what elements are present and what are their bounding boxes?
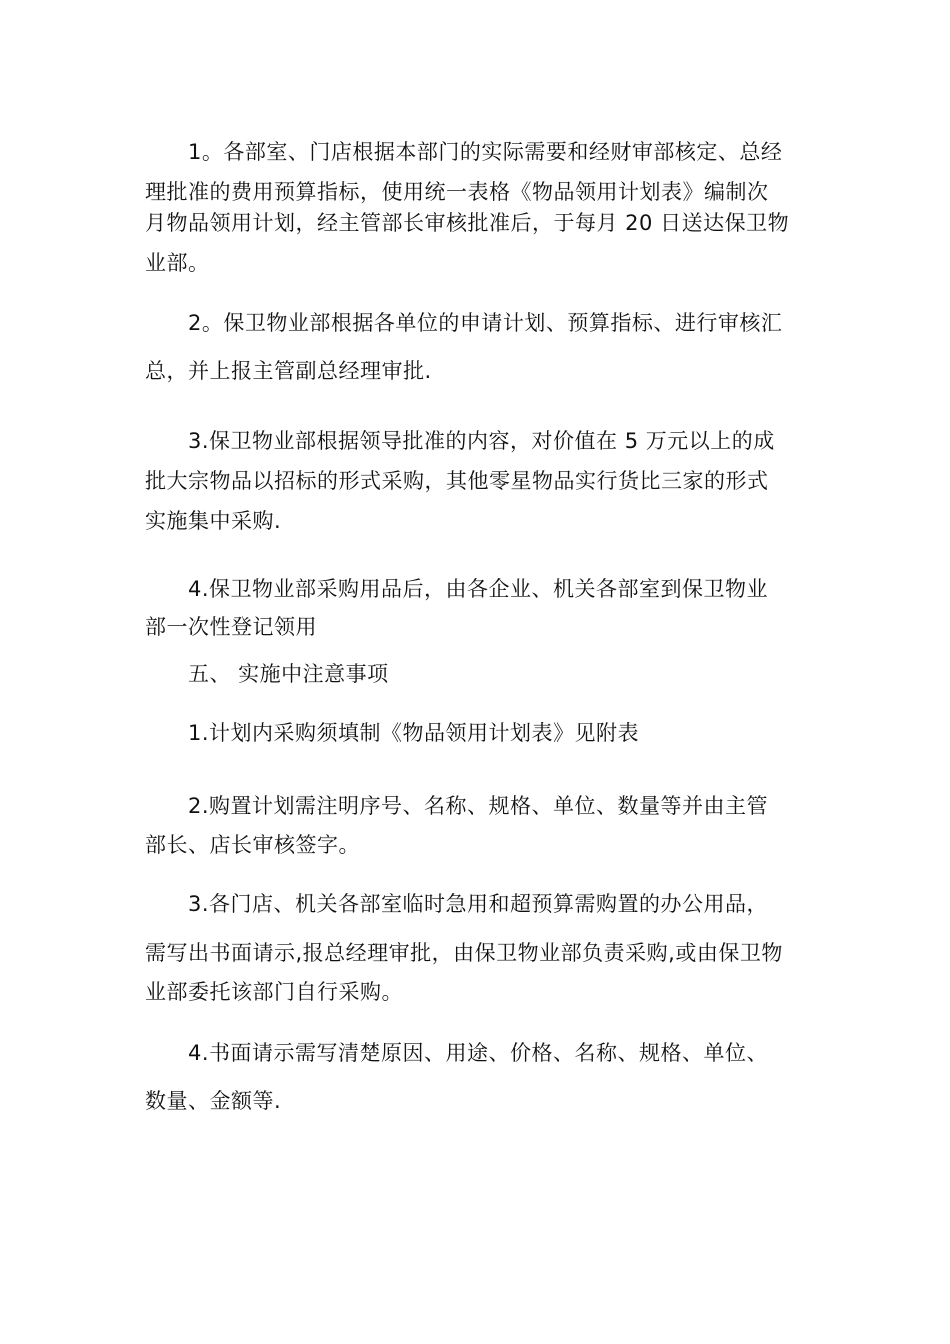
section-heading: 五、 实施中注意事项	[188, 662, 389, 686]
item-2-line-1: 2。保卫物业部根据各单位的申请计划、预算指标、进行审核汇	[188, 311, 783, 335]
note-2-line-1: 2.购置计划需注明序号、名称、规格、单位、数量等并由主管	[188, 794, 769, 818]
note-1-line-1: 1.计划内采购须填制《物品领用计划表》见附表	[188, 721, 640, 745]
item-3-line-1: 3.保卫物业部根据领导批准的内容，对价值在 5 万元以上的成	[188, 429, 775, 453]
note-4-line-2: 数量、金额等.	[145, 1089, 282, 1113]
item-1-line-2: 理批准的费用预算指标，使用统一表格《物品领用计划表》编制次	[145, 180, 769, 204]
item-3-line-2: 批大宗物品以招标的形式采购，其他零星物品实行货比三家的形式	[145, 469, 769, 493]
item-4-line-2: 部一次性登记领用	[145, 615, 317, 639]
note-3-line-3: 业部委托该部门自行采购。	[145, 980, 403, 1004]
item-2-line-2: 总，并上报主管副总经理审批.	[145, 359, 432, 383]
item-1-line-4: 业部。	[145, 251, 210, 275]
item-3-line-3: 实施集中采购.	[145, 509, 282, 533]
item-1-line-3: 月物品领用计划，经主管部长审核批准后，于每月 20 日送达保卫物	[145, 211, 790, 235]
note-4-line-1: 4.书面请示需写清楚原因、用途、价格、名称、规格、单位、	[188, 1041, 769, 1065]
item-1-line-1: 1。各部室、门店根据本部门的实际需要和经财审部核定、总经	[188, 140, 783, 164]
note-2-line-2: 部长、店长审核签字。	[145, 833, 360, 857]
note-3-line-2: 需写出书面请示,报总经理审批，由保卫物业部负责采购,或由保卫物	[145, 941, 783, 965]
item-4-line-1: 4.保卫物业部采购用品后，由各企业、机关各部室到保卫物业	[188, 577, 769, 601]
note-3-line-1: 3.各门店、机关各部室临时急用和超预算需购置的办公用品，	[188, 892, 769, 916]
